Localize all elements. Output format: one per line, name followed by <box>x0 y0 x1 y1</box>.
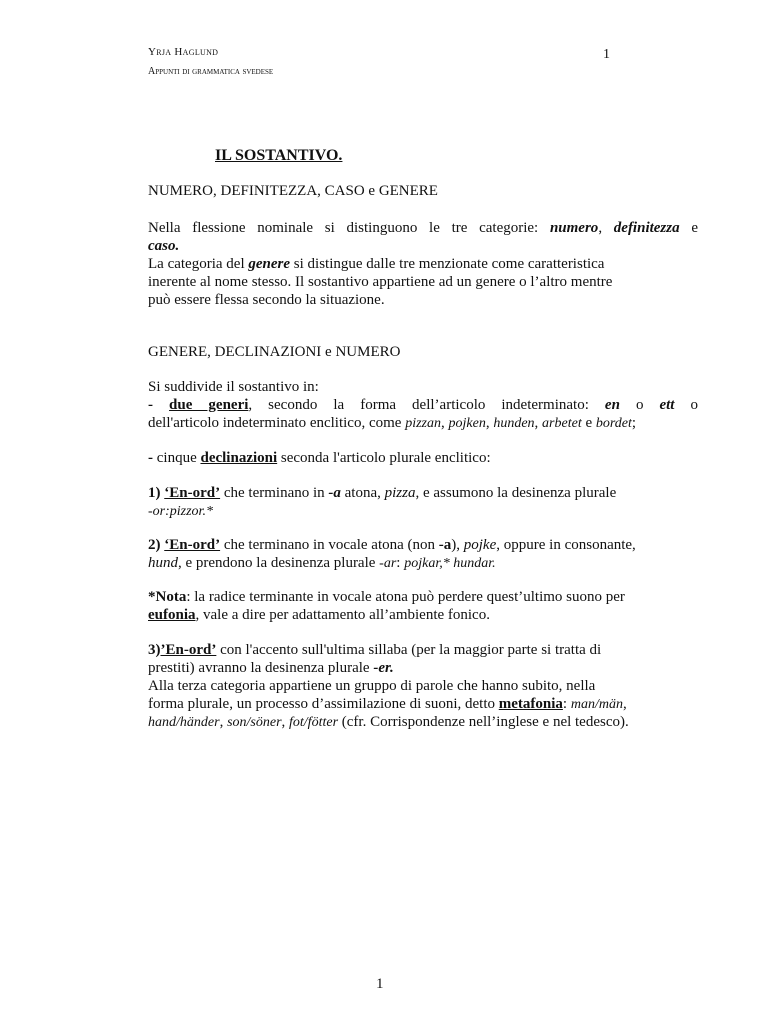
section-heading-genere: GENERE, DECLINAZIONI e NUMERO <box>148 344 401 360</box>
nota-line2: eufonia, vale a dire per adattamento all’ambiente fonico. <box>148 607 490 623</box>
footer-page-number: 1 <box>376 976 384 992</box>
nota-line1: *Nota: la radice terminante in vocale atona può perdere quest’ultimo suono per <box>148 589 625 605</box>
header-author: Yrja Haglund <box>148 46 219 58</box>
header-page-number: 1 <box>603 47 610 62</box>
para1-line3: La categoria del genere si distingue dalle tre menzionate come caratteristica <box>148 256 605 272</box>
para1-line2: caso. <box>148 238 180 254</box>
decl3-line3: Alla terza categoria appartiene un gruppo di parole che hanno subito, nella <box>148 678 596 694</box>
para1-line4: inerente al nome stesso. Il sostantivo appartiene ad un genere o l’altro mentre <box>148 274 613 290</box>
decl3-line4: forma plurale, un processo d’assimilazione di suoni, detto metafonia: man/män, <box>148 696 627 712</box>
para2-line1: Si suddivide il sostantivo in: <box>148 379 319 395</box>
para1-line5: può essere flessa secondo la situazione. <box>148 292 385 308</box>
para2-line3: dell'articolo indeterminato enclitico, come pizzan, pojken, hunden, arbetet e bordet; <box>148 415 637 431</box>
decl3-line5: hand/händer, son/söner, fot/fötter (cfr. Corrispondenze nell’inglese e nel tedesco). <box>148 714 629 730</box>
decl1-line2: -or:pizzor.* <box>148 504 213 519</box>
decl2-line2: hund, e prendono la desinenza plurale -ar: pojkar,* hundar. <box>148 555 496 571</box>
decl2-line1: 2) ‘En-ord’ che terminano in vocale atona (non -a), pojke, oppure in consonante, <box>148 537 636 553</box>
section-heading-numero: NUMERO, DEFINITEZZA, CASO e GENERE <box>148 183 438 199</box>
decl1-line1: 1) ‘En-ord’ che terminano in -a atona, pizza, e assumono la desinenza plurale <box>148 485 617 501</box>
decl3-line1: 3)’En-ord’ con l'accento sull'ultima sillaba (per la maggior parte si tratta di <box>148 642 602 658</box>
para2-line2: - due generi, secondo la forma dell’articolo indeterminato: en o ett o <box>148 397 698 413</box>
paragraph-declinazioni: - cinque declinazioni seconda l'articolo plurale enclitico: <box>148 450 491 466</box>
page-title: IL SOSTANTIVO. <box>215 147 343 164</box>
decl3-line2: prestiti) avranno la desinenza plurale -er. <box>148 660 394 676</box>
header-subtitle: Appunti di grammatica svedese <box>148 66 274 77</box>
para1-line1: Nella flessione nominale si distinguono le tre categorie: numero, definitezza e <box>148 220 699 236</box>
